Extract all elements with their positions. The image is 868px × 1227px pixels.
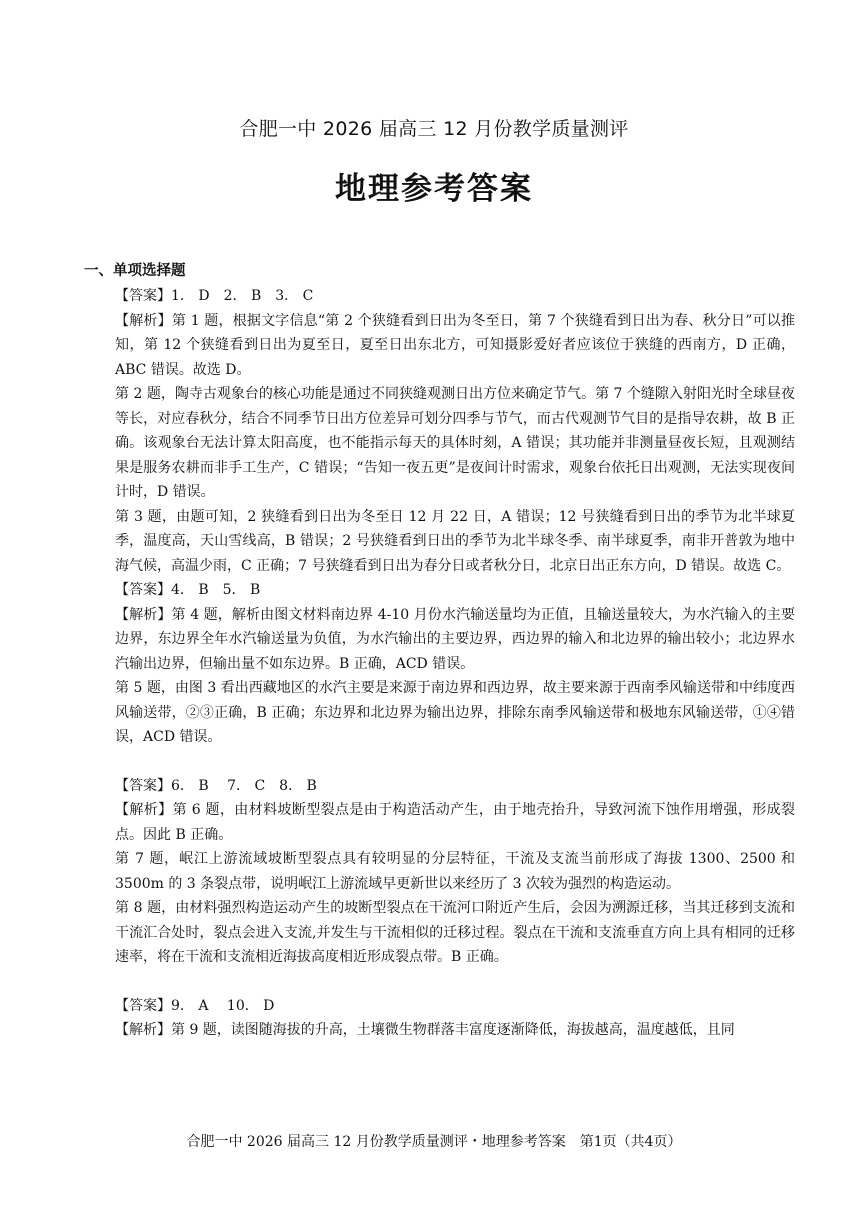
block-text: 1． D 2． B 3． C: [171, 288, 314, 304]
block-text: 第 8 题，由材料强烈构造运动产生的坡断型裂点在干流河口附近产生后，会因为溯源迁移，当其迁移到支流和干流汇合处时，裂点会进入支流,并发生与干流相似的迁移过程。裂点在干流和支流垂直方向上具有相同的迁移速率，将在干流和支流相近海拔高度相近形成裂点带。B 正确。: [115, 900, 795, 965]
block-text: 6． B 7． C 8． B: [171, 777, 317, 794]
block-text: 第 5 题，由图 3 看出西藏地区的水汽主要是来源于南边界和西边界，故主要来源于西南季风输送带和中纬度西风输送带，②③正确，B 正确；东边界和北边界为输出边界，排除东南季风输送带和极地东风输送带，①④错误，ACD 错误。: [115, 680, 795, 745]
block-label: 【解析】: [115, 802, 173, 818]
section-heading: 一、单项选择题: [84, 263, 186, 279]
explanation-paragraph: [115, 1018, 795, 1043]
block-label: 【答案】: [115, 288, 171, 304]
answer-line: [115, 578, 795, 603]
answer-content: [115, 284, 795, 1043]
explanation-paragraph: [115, 505, 795, 579]
block-text: 第 9 题，读图随海拔的升高，土壤微生物群落丰富度逐渐降低，海拔越高，温度越低，且同: [171, 1022, 735, 1038]
block-label: 【解析】: [115, 312, 172, 329]
block-text: 第 2 题，陶寺古观象台的核心功能是通过不同狭缝观测日出方位来确定节气。第 7 个缝隙入射阳光时全球昼夜等长，对应春秋分，结合不同季节日出方位差异可划分四季与节气，而古代观测节气目的是指导农耕，故 B 正确。该观象台无法计算太阳高度，也不能指示每天的具体时刻，A 错误；其功能并非测量昼夜长短，且观测结果是服务农耕而非手工生产，C 错误；“告知一夜五更”是夜间计时需求，观象台依托日出观测，无法实现夜间计时，D 错误。: [115, 386, 795, 500]
document-title: 合肥一中 2026 届高三 12 月份教学质量测评: [239, 118, 629, 140]
page-footer: 合肥一中 2026 届高三 12 月份教学质量测评・地理参考答案 第1页（共4页）: [186, 1134, 682, 1150]
explanation-paragraph: [115, 847, 795, 896]
answer-line: [115, 774, 795, 799]
block-label: 【答案】: [115, 777, 171, 794]
block-label: 【答案】: [115, 582, 171, 598]
answer-line: [115, 284, 795, 309]
block-text: 第 4 题，解析由图文材料南边界 4-10 月份水汽输送量均为正值，且输送量较大，为水汽输入的主要边界，东边界全年水汽输送量为负值，为水汽输出的主要边界，西边界的输入和北边界的输出较小；北边界水汽输出边界，但输出量不如东边界。B 正确，ACD 错误。: [115, 606, 795, 672]
explanation-paragraph: [115, 382, 795, 505]
block-text: 第 7 题，岷江上游流域坡断型裂点具有较明显的分层特征，干流及支流当前形成了海拔 1300、2500 和 3500m 的 3 条裂点带，说明岷江上游流域早更新世以来经历了 3 次较为强烈的构造运动。: [115, 851, 795, 892]
block-text: 4． B 5． B: [171, 582, 261, 598]
block-text: 第 1 题，根据文字信息“第 2 个狭缝看到日出为冬至日，第 7 个狭缝看到日出为春、秋分日”可以推知，第 12 个狭缝看到日出为夏至日，夏至日出东北方，可知摄影爱好者应该位于狭缝的西南方，D 正确，ABC 错误。故选 D。: [115, 312, 795, 378]
document-subtitle: 地理参考答案: [335, 171, 533, 207]
explanation-paragraph: [115, 676, 795, 750]
block-label: 【答案】: [115, 997, 171, 1014]
block-text: 第 6 题，由材料坡断型裂点是由于构造活动产生，由于地壳抬升，导致河流下蚀作用增强，形成裂点。因此 B 正确。: [115, 802, 796, 843]
block-label: 【解析】: [115, 1022, 171, 1038]
block-label: 【解析】: [115, 606, 172, 623]
explanation-paragraph: [115, 896, 795, 970]
explanation-paragraph: [115, 798, 795, 847]
paragraph-gap: [115, 750, 795, 774]
explanation-paragraph: [115, 603, 795, 677]
answer-line: [115, 994, 795, 1019]
block-text: 第 3 题，由题可知，2 狭缝看到日出为冬至日 12 月 22 日，A 错误；12 号狭缝看到日出的季节为北半球夏季，温度高，天山雪线高，B 错误；2 号狭缝看到日出的季节为北半球冬季、南半球夏季，南非开普敦为地中海气候，高温少雨，C 正确；7 号狭缝看到日出为春分日或者秋分日，北京日出正东方向，D 错误。故选 C。: [115, 508, 795, 574]
block-text: 9． A 10． D: [171, 997, 275, 1014]
paragraph-gap: [115, 970, 795, 994]
explanation-paragraph: [115, 309, 795, 383]
